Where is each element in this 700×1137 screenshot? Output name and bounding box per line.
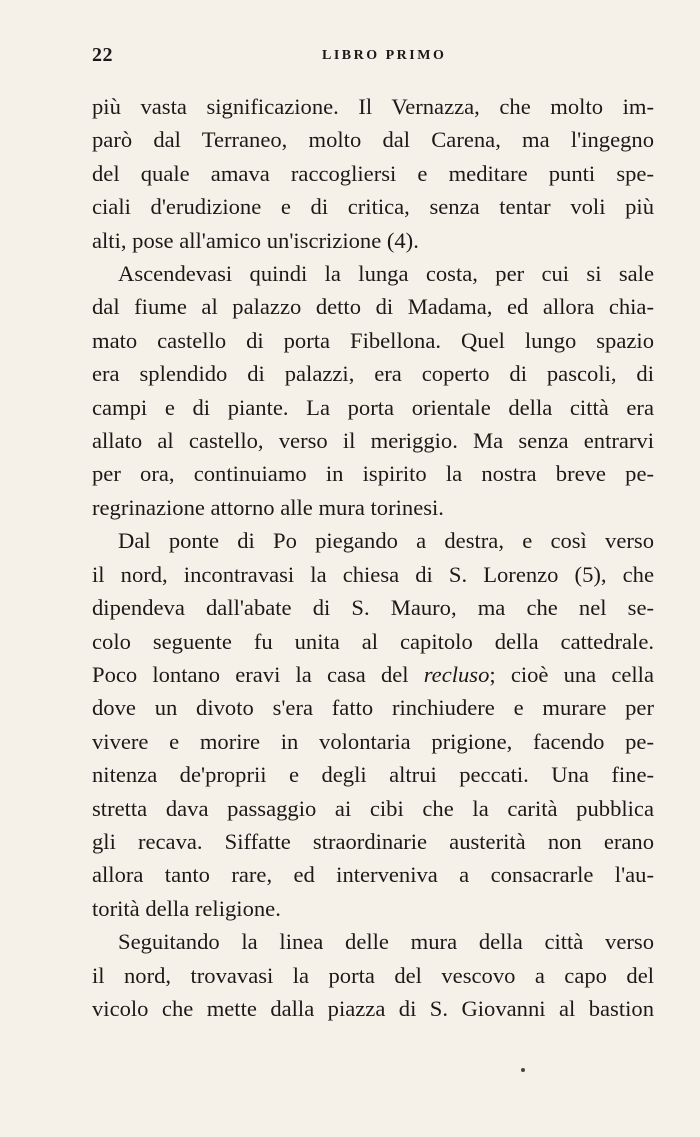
paragraph: [92, 524, 654, 925]
page-number: 22: [92, 44, 113, 66]
paragraph: [92, 925, 654, 1025]
text-line: Poco lontano eravi la casa del recluso; cioè una cella: [92, 661, 654, 687]
text-line: allato al castello, verso il meriggio. Ma senza entrarvi: [92, 428, 654, 454]
body-text: [92, 90, 654, 1025]
text-line: più vasta significazione. Il Vernazza, che molto im-: [92, 94, 654, 119]
text-line: dipendeva dall'abate di S. Mauro, ma che nel se-: [92, 595, 654, 621]
text-line: colo seguente fu unita al capitolo della cattedrale.: [92, 628, 654, 654]
text-line: vicolo che mette dalla piazza di S. Giovanni al bastion: [92, 995, 654, 1021]
paragraph: [92, 257, 654, 524]
text-line: allora tanto rare, ed interveniva a consacrarle l'au-: [92, 862, 654, 888]
text-line: dove un divoto s'era fatto rinchiudere e murare per: [92, 695, 654, 721]
text-line: era splendido di palazzi, era coperto di pascoli, di: [92, 361, 654, 387]
text-line: dal fiume al palazzo detto di Madama, ed allora chia-: [92, 294, 654, 320]
text-line: vivere e morire in volontaria prigione, facendo pe-: [92, 728, 654, 754]
page-header: [92, 44, 652, 74]
text-line: mato castello di porta Fibellona. Quel lungo spazio: [92, 327, 654, 353]
text-line: del quale amava raccogliersi e meditare punti spe-: [92, 160, 654, 186]
text-line: campi e di piante. La porta orientale della città era: [92, 394, 654, 420]
text-line: Seguitando la linea delle mura della città verso: [118, 929, 654, 955]
text-line: parò dal Terraneo, molto dal Carena, ma l'ingegno: [92, 127, 654, 153]
ink-speck: [521, 1068, 525, 1072]
text-line: nitenza de'proprii e degli altrui peccati. Una fine-: [92, 762, 654, 788]
text-line: per ora, continuiamo in ispirito la nostra breve pe-: [92, 461, 654, 487]
paragraph: [92, 90, 654, 257]
text-line: gli recava. Siffatte straordinarie austerità non erano: [92, 828, 654, 854]
text-line: il nord, incontravasi la chiesa di S. Lorenzo (5), che: [92, 561, 654, 587]
text-line: ciali d'erudizione e di critica, senza tentar voli più: [92, 194, 654, 220]
text-line: Ascendevasi quindi la lunga costa, per cui si sale: [118, 261, 654, 287]
text-line: regrinazione attorno alle mura torinesi.: [92, 494, 444, 520]
emphasized-word: recluso: [423, 661, 490, 687]
text-line: torità della religione.: [92, 895, 281, 921]
text-line: il nord, trovavasi la porta del vescovo a capo del: [92, 962, 654, 988]
running-title: LIBRO PRIMO: [322, 48, 447, 63]
text-line: stretta dava passaggio ai cibi che la carità pubblica: [92, 795, 654, 821]
text-line: Dal ponte di Po piegando a destra, e così verso: [118, 528, 654, 554]
text-line: alti, pose all'amico un'iscrizione (4).: [92, 227, 419, 253]
